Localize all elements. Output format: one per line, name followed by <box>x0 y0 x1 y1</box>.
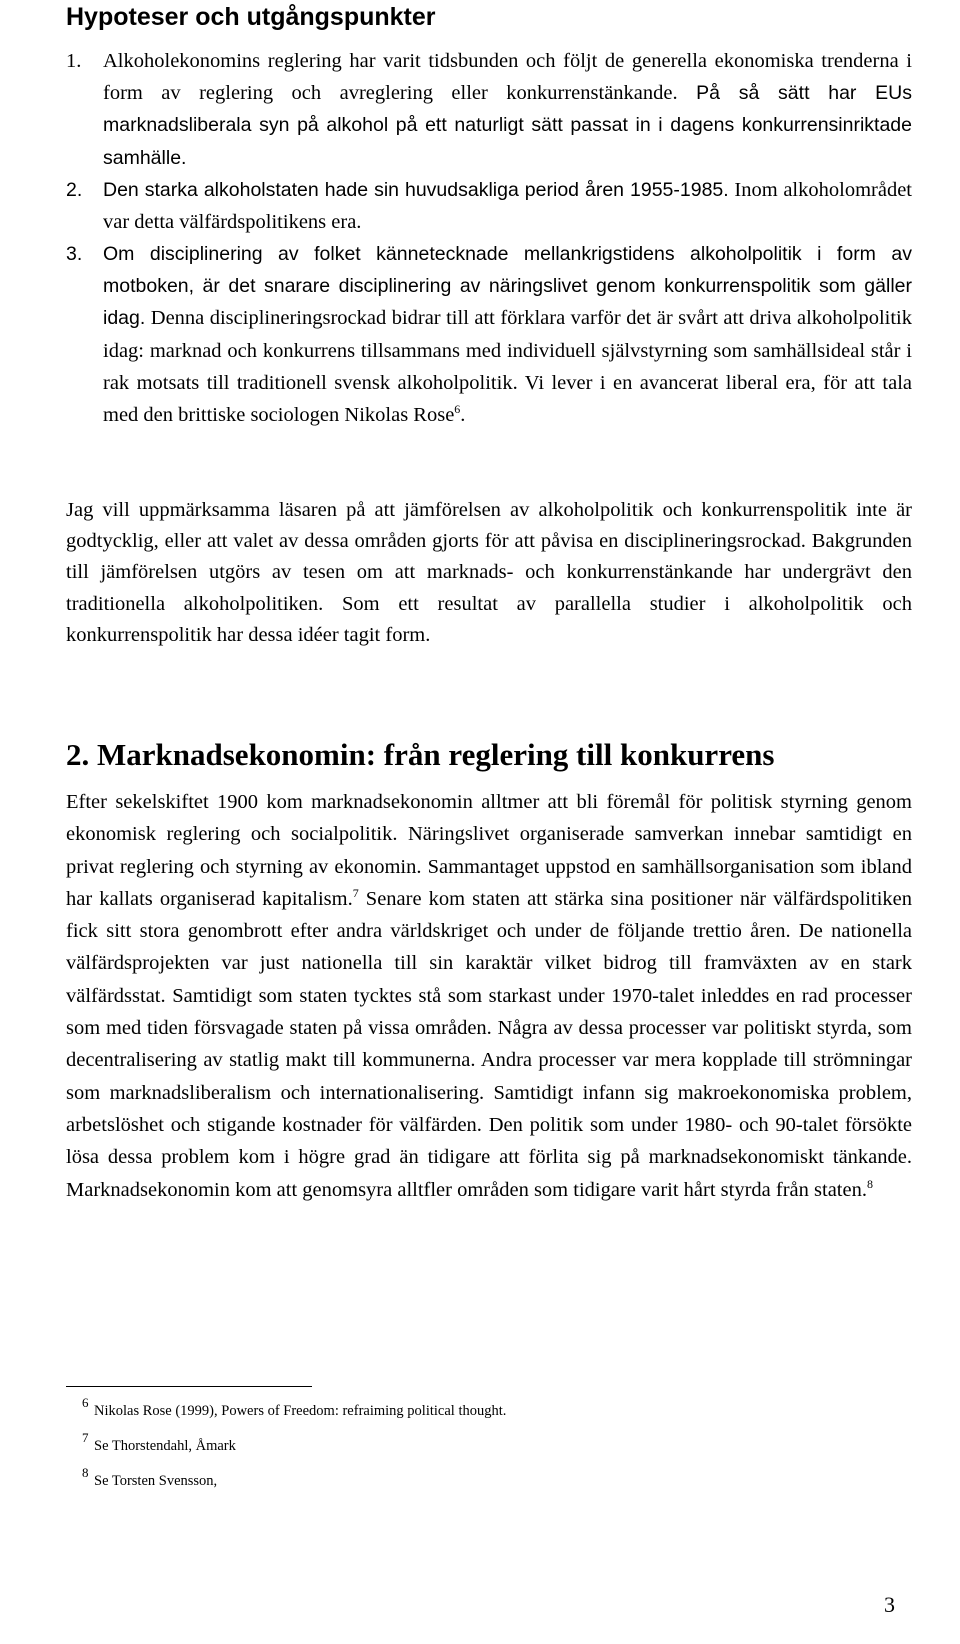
hypothesis-number: 3. <box>66 243 83 265</box>
chapter-heading: 2. Marknadsekonomin: från reglering till konkurrens <box>66 737 775 772</box>
footnote-number: 7 <box>82 1430 89 1445</box>
chapter-paragraph <box>66 786 912 1206</box>
hypothesis-text-serif: Denna disciplineringsrockad bidrar till att förklara varför det är svårt att driva alkoholpolitik idag: marknad och konkurrens tillsammans med individuell självstyrning som samhällsideal står i rak motsats till traditionell svensk alkoholpolitik. Vi lever i en avancerat liberal era, för att tala med den brittiske sociologen Nikolas Rose <box>103 307 912 427</box>
footnote-text: Nikolas Rose (1999), Powers of Freedom: refraiming political thought. <box>94 1403 507 1419</box>
hypothesis-text <box>103 45 912 174</box>
hypothesis-text-sans: Om disciplinering av folket kännetecknade mellankrigstidens alkoholpolitik i form av motboken, är det snarare disciplinering av näringslivet genom konkurrenspolitik som gäller idag. <box>103 243 912 330</box>
hypothesis-item-2 <box>66 174 912 238</box>
footnote-6 <box>82 1395 507 1420</box>
hypothesis-text-sans: På så sätt har EUs marknadsliberala syn på alkohol på ett naturligt sätt passat in i dagens konkurrensinriktade samhälle. <box>103 82 913 169</box>
hypothesis-item-3 <box>66 238 912 431</box>
footnote-divider <box>66 1386 312 1387</box>
footnote-text: Se Thorstendahl, Åmark <box>94 1438 236 1454</box>
hypothesis-text-serif: Inom alkoholområdet var detta välfärdspolitikens era. <box>103 179 912 234</box>
hypothesis-text <box>103 238 912 431</box>
hypothesis-text-end: . <box>460 404 466 427</box>
footnote-number: 6 <box>82 1395 89 1410</box>
footnote-ref-8[interactable]: 8 <box>866 1176 873 1191</box>
page-number: 3 <box>884 1592 895 1617</box>
section-heading: Hypoteser och utgångspunkter <box>66 3 436 31</box>
chapter-paragraph-part2: Senare kom staten att stärka sina positioner när välfärdspolitiken fick sitt stora genombrott efter andra världskriget och under de följande trettio åren. De nationella välfärdsprojekten var just nationella till sin karaktär vilket bidrog till framväxten av en stark välfärdsstat. Samtidigt som staten tycktes stå som starkast under 1970-talet inleddes en rad processer som med tiden försvagade staten på vissa områden. Några av dessa processer var politiskt styrda, som decentralisering av statlig makt till kommunerna. Andra processer var mera kopplade till strömningar som marknadsliberalism och internationalisering. Samtidigt infann sig makroekonomiska problem, arbetslöshet och stigande kostnader för välfärden. Den politik som under 1980- och 90-talet försökte lösa dessa problem kom i högre grad än tidigare att förlita sig på marknadsekonomiskt tänkande. Marknadsekonomin kom att genomsyra alltfler områden som tidigare varit hårt styrda från staten. <box>66 887 912 1201</box>
footnote-8 <box>82 1465 218 1490</box>
footnote-number: 8 <box>82 1465 89 1480</box>
footnote-7 <box>82 1430 236 1455</box>
hypothesis-number: 2. <box>66 179 83 201</box>
hypothesis-text <box>103 174 912 238</box>
hypothesis-number: 1. <box>66 50 82 72</box>
footnote-text: Se Torsten Svensson, <box>94 1473 218 1489</box>
intro-paragraph: Jag vill uppmärksamma läsaren på att jämförelsen av alkoholpolitik och konkurrenspolitik inte är godtycklig, eller att valet av dessa områden gjorts för att påvisa en disciplineringsrockad. Bakgrunden till jämförelsen utgörs av tesen om att marknads- och konkurrenstänkande har undergrävt den traditionella alkoholpolitiken. Som ett resultat av parallella studier i alkoholpolitik och konkurrenspolitik har dessa idéer tagit form. <box>66 499 912 646</box>
hypothesis-item-1 <box>66 45 912 174</box>
hypothesis-text-serif: Alkoholekonomins reglering har varit tidsbunden och följt de generella ekonomiska trenderna i form av reglering och avreglering eller konkurrenstänkande. <box>103 50 912 105</box>
footnote-ref-6[interactable]: 6 <box>454 402 461 417</box>
chapter-paragraph-part1: Efter sekelskiftet 1900 kom marknadsekonomin alltmer att bli föremål för politisk styrning genom ekonomisk reglering och socialpolitik. Näringslivet organiserade samverkan innebar samtidigt en privat reglering och styrning av ekonomin. Sammantaget uppstod en samhällsorganisation som ibland har kallats organiserad kapitalism. <box>66 791 912 910</box>
hypothesis-text-sans: Den starka alkoholstaten hade sin huvudsakliga period åren 1955-1985. <box>103 179 729 201</box>
footnote-ref-7[interactable]: 7 <box>352 885 359 900</box>
